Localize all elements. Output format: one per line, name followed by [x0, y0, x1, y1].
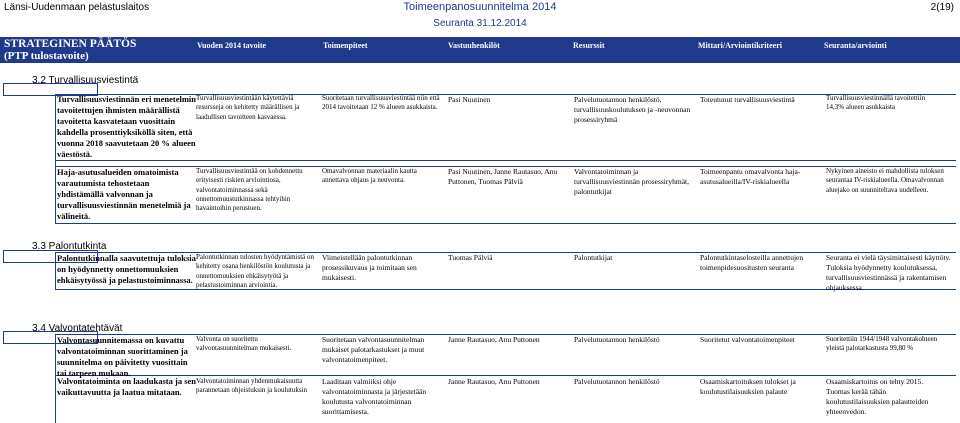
row1-followup: Turvallisuusviestinnällä tavoitettiin 14,3% alueen asukkaista — [826, 94, 926, 112]
row5-goal: Valvontatoiminta on laadukasta ja sen vaikuttavuutta ja laatua mitataan. — [57, 376, 197, 397]
row5-resources: Palvelutuotannon henkilöstö — [574, 377, 660, 386]
row2-actions: Omavalvonnan materiaalin kautta annettava ohjaus ja neuvonta. — [322, 167, 417, 185]
row4-resources: Palvelutuotannon henkilöstö — [574, 335, 660, 344]
row1-resources: Palvelutuotannon henkilöstö, turvallisuuskoulutuksen ja -neuvonnan prosessiryhmä — [574, 95, 691, 124]
banner-title: STRATEGINEN PÄÄTÖS — [4, 38, 137, 50]
section-heading-3-4: 3.4 Valvontatehtävät — [32, 323, 123, 334]
column-header-actions: Toimenpiteet — [323, 41, 368, 50]
table-border — [55, 334, 56, 423]
row1-responsible: Pasi Nuutinen — [448, 95, 491, 104]
row1-actions: Suoritetaan turvallisuusviestintää niin että 2014 tavoitetaan 12 % alueen asukkaista. — [322, 94, 440, 112]
table-rule — [55, 289, 956, 290]
row3-actions: Viimeistellään palontutkinnan prosessikuvaus ja toimitaan sen mukaisesti. — [322, 253, 417, 282]
row4-followup: Suoritettiin 1944/1948 valvontakohteen yleistä palotarkastusta 99,80 % — [826, 335, 938, 353]
row2-annual-goal: Turvallisuusviestintää on kohdennettu erityisesti riskien arviointiosa, valvontatoiminnassa sekä onnettomuustutkinnassa tehtyihin havaintoihin perustuen. — [196, 167, 303, 213]
row3-goal: Palontutkinnalla saavutettuja tuloksia on hyödynnetty onnettomuuksien ehkäisytyössä ja pelastustoiminnassa. — [57, 253, 196, 285]
section-heading-3-3: 3.3 Palontutkinta — [32, 241, 107, 252]
row5-metric: Osaamiskartoituksen tulokset ja koulutustilaisuuksien palaute — [700, 377, 796, 396]
page-number: 2(19) — [930, 2, 954, 13]
column-header-responsible: Vastuuhenkilöt — [448, 41, 500, 50]
row4-annual-goal: Valvonta on suoritettu valvontasuunnitelman mukaisesti. — [196, 335, 292, 353]
row3-followup: Seuranta ei vielä täysimittaisesti käyttöty. Tuloksia hyödynnetty koulutuksessa, turvallisuusviestinnässä ja rakentamisen ohjauksessa. — [826, 253, 951, 292]
table-border — [55, 94, 56, 223]
row1-annual-goal: Turvallisuusviestintään käytettäviä resursseja on kehitetty määrällisen ja laadullisen tavoitteen kasvaessa. — [196, 94, 300, 121]
column-header-followup: Seuranta/arviointi — [824, 41, 887, 50]
row2-responsible: Pasi Nuutinen, Janne Rautasuo, Anu Puttonen, Tuomas Pälviä — [448, 167, 558, 186]
table-border — [55, 252, 56, 289]
row4-actions: Suoritetaan valvontasuunnitelman mukaiset palotarkastukset ja muut valvontatoimenpiteet. — [322, 335, 425, 364]
row3-resources: Palontutkijat — [574, 253, 613, 262]
row5-followup: Osaamiskartoitus on tehty 2015. Tuomas kerää tähän koulutustilaisuuksien palautteiden yhteenvedon. — [826, 377, 929, 416]
row5-actions: Laaditaan valmiiksi ohje valvontatoiminnasta ja järjestetään koulutusta valvontatoiminnan suorittamisesta. — [322, 377, 427, 416]
document-title: Toimeenpanosuunnitelma 2014 — [403, 1, 557, 13]
row2-followup: Nykyinen aineisto ei mahdollista tuloksen seurantaa IV-riskialueella. Omavalvonnan aluejako on suunniteltava uudelleen. — [826, 167, 944, 194]
column-header-bar — [0, 37, 960, 63]
row2-goal: Haja-asutusalueiden omatoimista varautumista tehostetaan yhdistämällä valvonnan ja turvallisuusviestinnän menetelmiä ja välineitä. — [57, 167, 191, 221]
column-header-goal: Vuoden 2014 tavoite — [197, 41, 267, 50]
row3-responsible: Tuomas Pälviä — [448, 253, 493, 262]
column-header-resources: Resurssit — [573, 41, 605, 50]
row2-resources: Valvontatoiminnan ja turvallisuusviestinnän prosessiryhmät, palontutkijat — [574, 167, 689, 196]
row1-metric: Toteutunut turvallisuusviestintä — [700, 95, 795, 104]
row1-goal: Turvallisuusviestinnän eri menetelmin tavoitettujen ihmisten määrällistä tavoitetta kasvatetaan vuosittain kahdella prosenttiyksiköllä siten, että vuonna 2018 saavutetaan 20 % alueen väestöstä. — [57, 94, 197, 159]
row3-metric: Palontutkintaselosteilla annettujen toimenpidesuositusten seuranta — [700, 253, 804, 272]
row3-annual-goal: Palontutkinnan tulosten hyödyntämistä on kehitetty osana henkilöstön koulutusta ja onnettomuuksien ehkäisytyötä ja pelastustoiminnan arviointia. — [196, 253, 315, 289]
row2-metric: Toimeenpantu omavalvonta haja- asutusalueilla/IV-riskialueella — [700, 167, 801, 186]
row4-metric: Suoritetut valvontatoimenpiteet — [700, 335, 795, 344]
section-heading-3-2: 3.2 Turvallisuusviestintä — [32, 75, 139, 86]
row5-responsible: Janne Rautasuo, Anu Puttonen — [448, 377, 540, 386]
column-header-metric: Mittari/Arviointikriteeri — [698, 41, 782, 50]
table-rule — [55, 223, 956, 224]
row5-annual-goal: Valvontatoiminnan yhdenmukaisuutta parannetaan ohjeistuksin ja koulutuksin — [196, 377, 308, 395]
report-date: Seuranta 31.12.2014 — [433, 18, 527, 29]
organization-name: Länsi-Uudenmaan pelastuslaitos — [4, 2, 150, 13]
row4-goal: Valvontasuunnitemassa on kuvattu valvontatoiminnan suorittaminen ja suunnitelma on päivitetty vuosittain tai tarpeen mukaan. — [57, 335, 188, 378]
table-rule — [55, 160, 956, 161]
banner-subtitle: (PTP tulostavoite) — [4, 50, 89, 62]
row4-responsible: Janne Rautasuo, Anu Puttonen — [448, 335, 540, 344]
